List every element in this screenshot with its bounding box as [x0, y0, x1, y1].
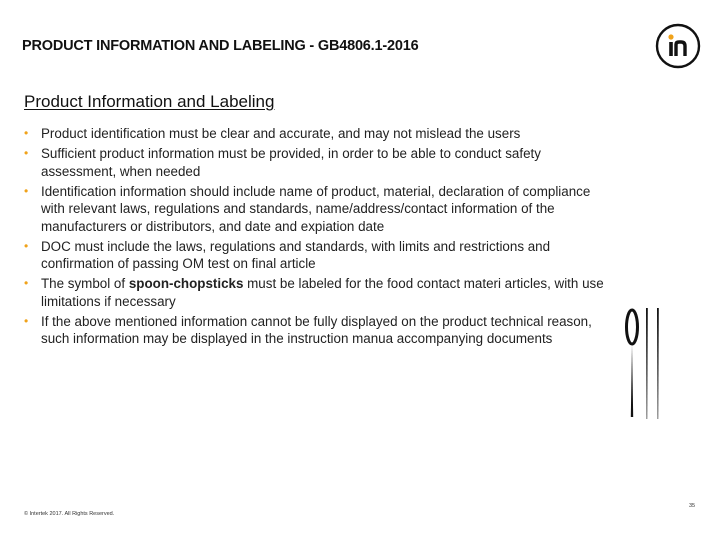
list-item: • If the above mentioned information cannot be fully displayed on the product technical reason, such information may be displayed in the instruction manua accompanying documents: [24, 313, 592, 347]
list-item: • Identification information should include name of product, material, declaration of compliance with relevant laws, regulations and standards, name/address/contact information of the manufacturers or distributors, and date and expiation date: [24, 183, 591, 234]
bullet-icon: •: [24, 126, 29, 140]
copyright-text: © Intertek 2017. All Rights Reserved.: [24, 511, 115, 517]
spoon-chopsticks-icon: [620, 305, 666, 423]
intertek-logo-icon: [654, 22, 702, 70]
emphasis-text: spoon-chopsticks: [128, 276, 244, 292]
bullet-icon: •: [24, 183, 29, 198]
bullet-icon: •: [24, 238, 29, 253]
page-title: PRODUCT INFORMATION AND LABELING - GB4806.1-2016: [22, 38, 419, 54]
bullet-list: [24, 125, 606, 350]
section-heading: Product Information and Labeling: [24, 92, 275, 111]
list-item: • Sufficient product information must be provided, in order to be able to conduct safety assessment, when needed: [24, 145, 541, 179]
list-item: • DOC must include the laws, regulations and standards, with limits and restrictions and confirmation of passing OM test on final article: [24, 238, 551, 272]
list-item: • Product identification must be clear and accurate, and may not mislead the users: [24, 126, 521, 141]
bullet-icon: •: [24, 145, 29, 160]
list-item: • The symbol of spoon-chopsticks must be labeled for the food contact materi articles, with use limitations if necessary: [24, 276, 604, 309]
page-number: 35: [689, 503, 696, 509]
bullet-icon: •: [24, 276, 29, 291]
bullet-icon: •: [24, 313, 29, 328]
